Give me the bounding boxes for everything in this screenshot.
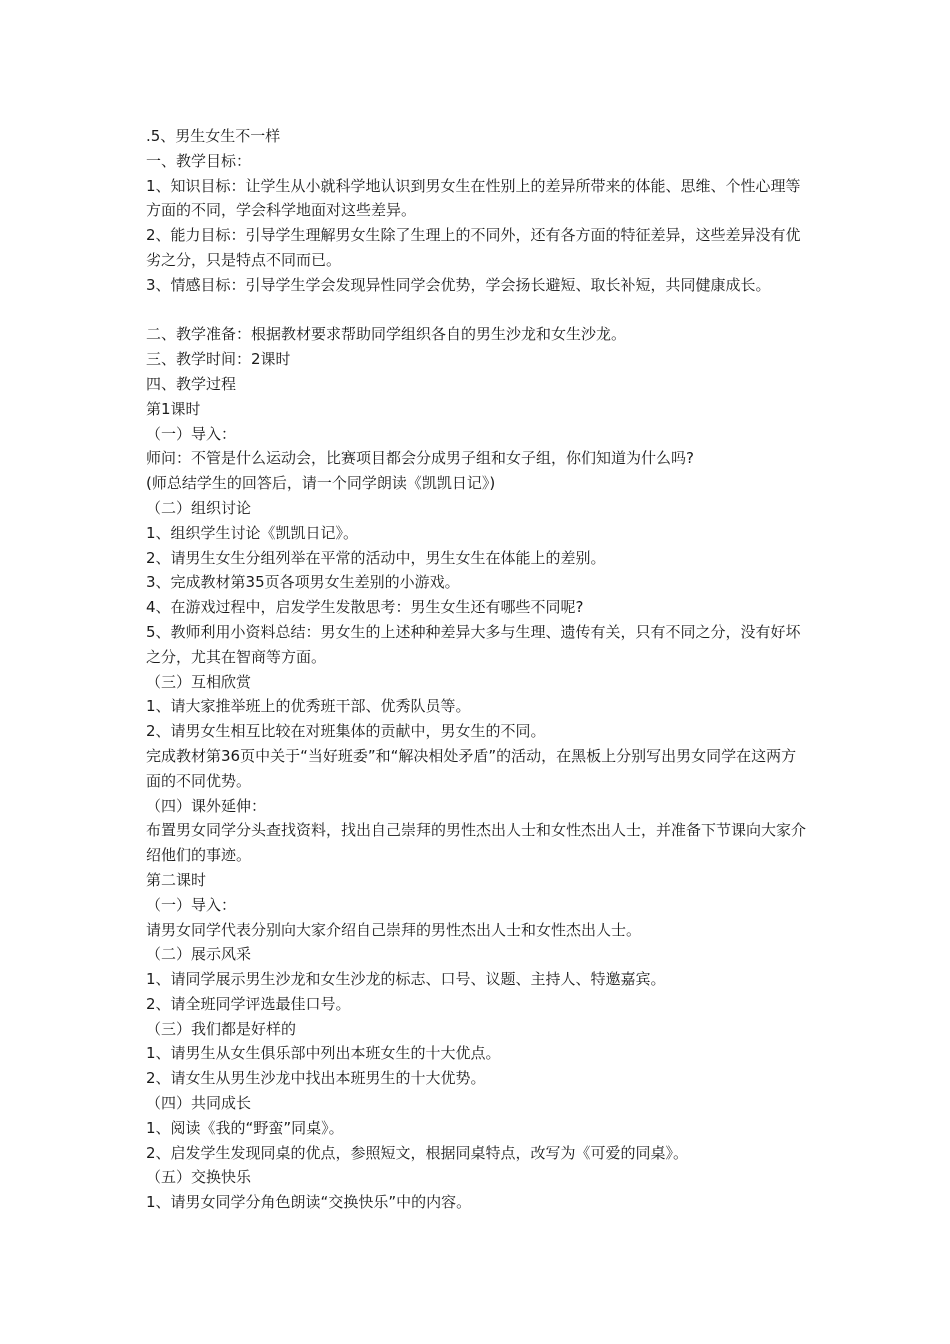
l2-intro-heading: （一）导入：: [146, 895, 237, 914]
section-process: 四、教学过程: [146, 374, 237, 393]
list-item: 2、请男生女生分组列举在平常的活动中，男生女生在体能上的差别。: [146, 548, 606, 567]
objective-emotion: 3、情感目标：引导学生学会发现异性同学会优势，学会扬长避短、取长补短，共同健康成长。: [146, 275, 771, 294]
objective-knowledge: 1、知识目标：让学生从小就科学地认识到男女生在性别上的差异所带来的体能、思维、个性心理等方面的不同，学会科学地面对这些差异。: [146, 176, 801, 220]
paragraph: 完成教材第36页中关于“当好班委”和“解决相处矛盾”的活动，在黑板上分别写出男女同学在这两方面的不同优势。: [146, 746, 797, 790]
lesson-2-heading: 第二课时: [146, 870, 207, 889]
blank-line: [146, 298, 810, 323]
list-item: 1、请男女同学分角色朗读“交换快乐”中的内容。: [146, 1193, 472, 1212]
list-item: 5、教师利用小资料总结：男女生的上述种种差异大多与生理、遗传有关，只有不同之分，没有好坏之分，尤其在智商等方面。: [146, 622, 801, 666]
paragraph: 请男女同学代表分别向大家介绍自己崇拜的男性杰出人士和女性杰出人士。: [146, 920, 642, 939]
list-item: 2、请全班同学评选最佳口号。: [146, 994, 351, 1013]
list-item: 1、组织学生讨论《凯凯日记》。: [146, 523, 359, 542]
list-item: 2、请男女生相互比较在对班集体的贡献中，男女生的不同。: [146, 722, 546, 741]
l2-showcase-heading: （二）展示风采: [146, 945, 252, 964]
objective-ability: 2、能力目标：引导学生理解男女生除了生理上的不同外，还有各方面的特征差异，这些差异没有优劣之分，只是特点不同而已。: [146, 226, 801, 269]
list-item: 3、完成教材第35页各项男女生差别的小游戏。: [146, 573, 460, 592]
l2-exchange-heading: （五）交换快乐: [146, 1168, 252, 1187]
section-preparation: 二、教学准备：根据教材要求帮助同学组织各自的男生沙龙和女生沙龙。: [146, 325, 627, 344]
l2-good-heading: （三）我们都是好样的: [146, 1019, 297, 1038]
list-item: 1、请大家推举班上的优秀班干部、优秀队员等。: [146, 697, 471, 716]
section-time: 三、教学时间：2课时: [146, 350, 291, 369]
list-item: 2、请女生从男生沙龙中找出本班男生的十大优势。: [146, 1069, 486, 1088]
document-title: .5、男生女生不一样: [146, 127, 281, 145]
l2-growth-heading: （四）共同成长: [146, 1094, 252, 1113]
list-item: 4、在游戏过程中，启发学生发散思考：男生女生还有哪些不同呢?: [146, 598, 584, 617]
list-item: 2、启发学生发现同桌的优点，参照短文，根据同桌特点，改写为《可爱的同桌》。: [146, 1143, 689, 1162]
l1-appreciation-heading: （三）互相欣赏: [146, 672, 252, 691]
paragraph: 布置男女同学分头查找资料，找出自己崇拜的男性杰出人士和女性杰出人士，并准备下节课向大家介绍他们的事迹。: [146, 821, 807, 865]
document-page: [146, 124, 810, 1215]
list-item: 1、请同学展示男生沙龙和女生沙龙的标志、口号、议题、主持人、特邀嘉宾。: [146, 970, 666, 989]
l1-intro-line: (师总结学生的回答后，请一个同学朗读《凯凯日记》): [146, 474, 496, 493]
l1-discussion-heading: （二）组织讨论: [146, 498, 252, 517]
list-item: 1、请男生从女生俱乐部中列出本班女生的十大优点。: [146, 1044, 501, 1063]
lesson-1-heading: 第1课时: [146, 399, 201, 418]
l1-extension-heading: （四）课外延伸：: [146, 796, 267, 815]
section-heading-objectives: 一、教学目标：: [146, 151, 252, 170]
l1-intro-heading: （一）导入：: [146, 424, 237, 443]
l1-intro-line: 师问：不管是什么运动会，比赛项目都会分成男子组和女子组，你们知道为什么吗?: [146, 449, 694, 468]
list-item: 1、阅读《我的“野蛮”同桌》。: [146, 1118, 344, 1137]
